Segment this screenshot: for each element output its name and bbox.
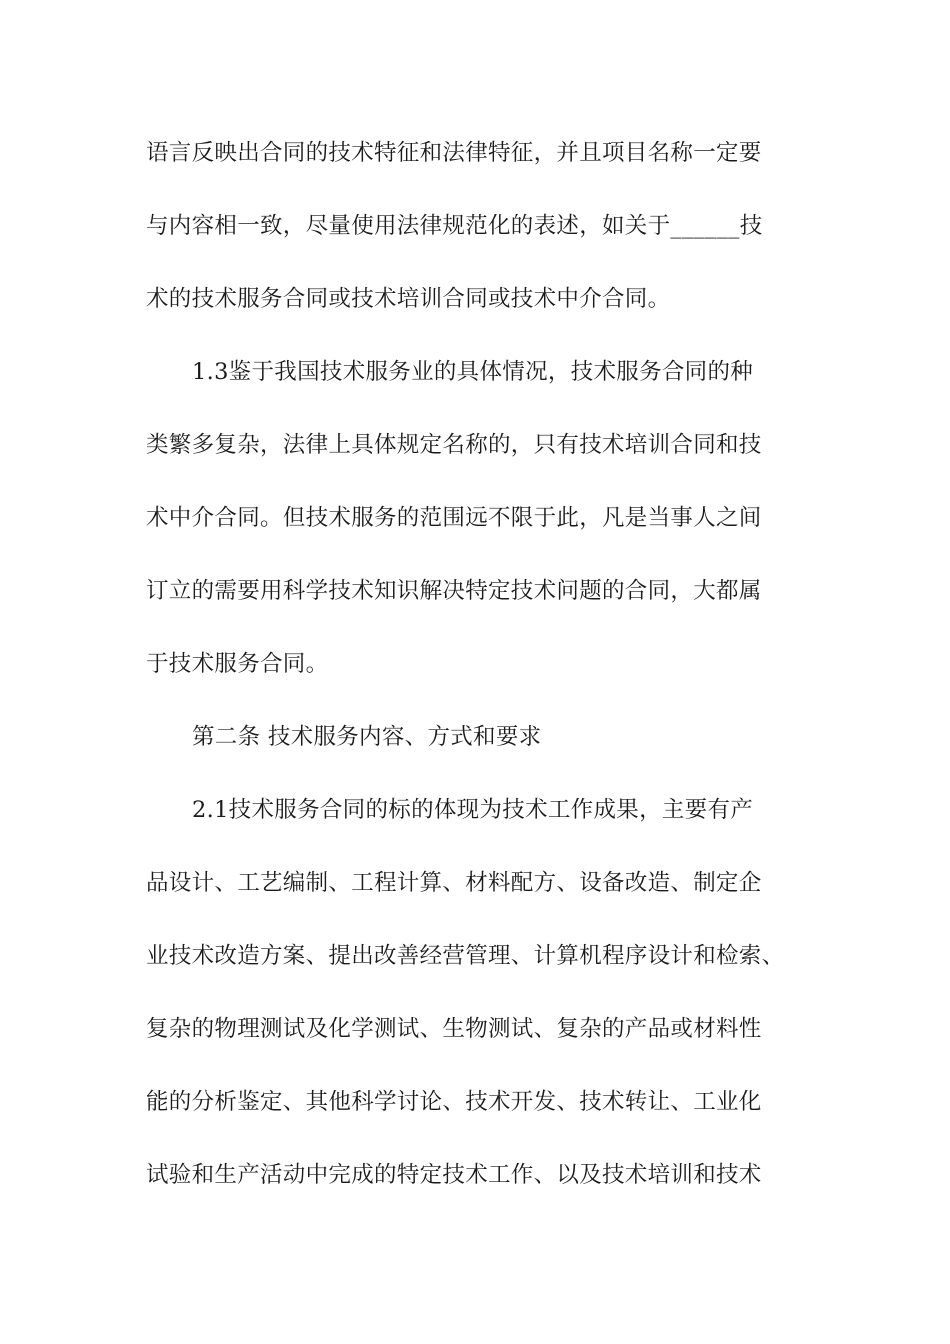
paragraph-line: 业技术改造方案、提出改善经营管理、计算机程序设计和检索、: [146, 943, 785, 969]
paragraph-line: 术的技术服务合同或技术培训合同或技术中介合同。: [146, 286, 671, 312]
paragraph-line: 品设计、工艺编制、工程计算、材料配方、设备改造、制定企: [146, 870, 762, 896]
paragraph-line: 订立的需要用科学技术知识解决特定技术问题的合同，大都属: [146, 578, 762, 604]
paragraph-line: 语言反映出合同的技术特征和法律特征，并且项目名称一定要: [146, 140, 762, 166]
paragraph-line: 2.1技术服务合同的标的体现为技术工作成果，主要有产: [192, 797, 754, 823]
section-heading: 第二条 技术服务内容、方式和要求: [192, 724, 542, 750]
paragraph-line: 于技术服务合同。: [146, 651, 329, 677]
paragraph-line: 术中介合同。但技术服务的范围远不限于此，凡是当事人之间: [146, 505, 762, 531]
paragraph-line: 类繁多复杂，法律上具体规定名称的，只有技术培训合同和技: [146, 432, 762, 458]
paragraph-line: 复杂的物理测试及化学测试、生物测试、复杂的产品或材料性: [146, 1016, 762, 1042]
paragraph-line: 与内容相一致，尽量使用法律规范化的表述，如关于______技: [146, 213, 763, 239]
paragraph-line: 试验和生产活动中完成的特定技术工作、以及技术培训和技术: [146, 1162, 762, 1188]
paragraph-line: 能的分析鉴定、其他科学讨论、技术开发、技术转让、工业化: [146, 1089, 762, 1115]
paragraph-line: 1.3鉴于我国技术服务业的具体情况，技术服务合同的种: [192, 359, 754, 385]
